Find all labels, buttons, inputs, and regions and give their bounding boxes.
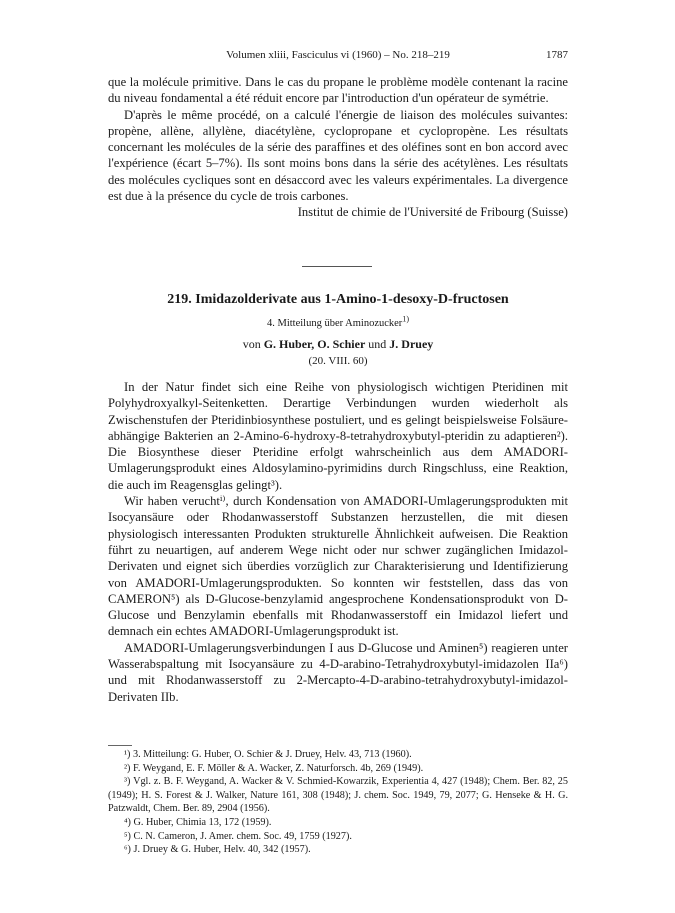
footnote-4: ⁴) G. Huber, Chimia 13, 172 (1959). (124, 816, 272, 828)
author-2: O. Schier (317, 337, 366, 351)
body-paragraph-3: AMADORI-Umlagerungsverbindungen I aus D-Glucose und Aminen⁵) reagieren unter Wasserabspaltung mit Isocyansäure zu 4-D-arabino-Tetrahydroxybutyl-imidazolen IIa⁶) und mit Rhodanwasserstoff zu 2-Mercapto-4-D-arabino-tetrahydroxybutyl-imidazol-Derivaten IIb. (108, 640, 568, 704)
subtitle-footnote-ref: 1) (402, 314, 409, 324)
footnote-rule (108, 745, 132, 746)
author-1: G. Huber, (263, 337, 315, 351)
page-number: 1787 (546, 49, 568, 61)
and-word: und (368, 337, 387, 351)
footnote-3: ³) Vgl. z. B. F. Weygand, A. Wacker & V. Schmied-Kowarzik, Experientia 4, 427 (1948); Chem. Ber. 82, 25 (1949); H. S. Forest & J. Walker, Nature 161, 308 (1948); J. chem. Soc. 1949, 79, 2077; G. Henseke & H. G. Patzwaldt, Chem. Ber. 89, 2904 (1956). (108, 776, 568, 815)
running-head: Volumen xliii, Fasciculus vi (1960) – No. 218–219 (226, 49, 450, 61)
summary-paragraph-2: D'après le même procédé, on a calculé l'énergie de liaison des molécules suivantes: propène, allène, allylène, diacétylène, cyclopropane et cyclopropène. Les résultats concernant les molécules de la série des paraffines et des oléfines sont en bon accord avec l'expérience (écart 5–7%). Ils sont moins bons dans la série des acétylènes. Les résultats des molécules cycliques sont en désaccord avec les valeurs expérimentales. La divergence est due à la présence du cycle de trois carbones. (108, 107, 568, 204)
footnote-5: ⁵) C. N. Cameron, J. Amer. chem. Soc. 49, 1759 (1927). (124, 830, 352, 842)
article-body (108, 379, 568, 705)
article-subtitle: 4. Mitteilung über Aminozucker (267, 318, 403, 329)
body-paragraph-1: In der Natur findet sich eine Reihe von physiologisch wichtigen Pteridinen mit Polyhydroxyalkyl-Seitenketten. Derartige Verbindungen wurden wiederholt als Zwischenstufen der Pteridinbiosynthese postuliert, und es gelingt beispielsweise Folsäure-abhängige Bakterien an 2-Amino-6-hydroxy-8-tetrahydroxybutyl-pteridin zu adaptieren²). Die Biosynthese dieser Pteridine erfolgt wahrscheinlich aus dem AMADORI-Umlagerungsprodukt eines Aldosylamino-pyrimidins durch Ringschluss, eine Reaktion, die auch im Reagensglas gelingt³). (108, 380, 568, 492)
body-paragraph-2: Wir haben veruchtⁱ⁾, durch Kondensation von AMADORI-Umlagerungsprodukten mit Isocyansäure oder Rhodanwasserstoff Substanzen herzustellen, die mit diesen physiologisch interessanten Produkten strukturelle Ähnlichkeit aufweisen. Die Reaktion führt zu neuartigen, auf anderem Wege nicht oder nur schwer zugänglichen Imidazol-Derivaten und eignet sich überdies vorzüglich zur Charakterisierung und Identifizierung von AMADORI-Umlagerungsprodukten. So konnten wir feststellen, dass das von CAMERON⁵) als D-Glucose-benzylamid angesprochene Kondensationsprodukt von D-Glucose und Benzylamin ebenfalls mit Rhodanwasserstoff ein Imidazol liefert und demnach ein echtes AMADORI-Umlagerungsprodukt ist. (108, 494, 568, 639)
institute-signature: Institut de chimie de l'Université de Fribourg (Suisse) (297, 205, 568, 220)
footnote-2: ²) F. Weygand, E. F. Möller & A. Wacker, Z. Naturforsch. 4b, 269 (1949). (124, 762, 424, 774)
french-summary (108, 74, 568, 221)
summary-paragraph-1: que la molécule primitive. Dans le cas du propane le problème modèle contenant la racine du niveau fondamental a été réduit encore par l'introduction d'un opérateur de symétrie. (108, 75, 568, 106)
footnote-1: ¹) 3. Mitteilung: G. Huber, O. Schier & J. Druey, Helv. 43, 713 (1960). (124, 749, 412, 760)
by-word: von (242, 337, 261, 351)
received-date: (20. VIII. 60) (308, 355, 368, 367)
author-byline (108, 337, 568, 352)
article-subtitle-line (108, 314, 568, 329)
section-divider (302, 266, 372, 267)
footnotes (108, 748, 568, 857)
author-3: J. Druey (389, 337, 434, 351)
article-title: 219. Imidazolderivate aus 1-Amino-1-desoxy-D-fructosen (167, 292, 509, 307)
running-header (108, 49, 568, 65)
footnote-6: ⁶) J. Druey & G. Huber, Helv. 40, 342 (1957). (124, 844, 311, 856)
